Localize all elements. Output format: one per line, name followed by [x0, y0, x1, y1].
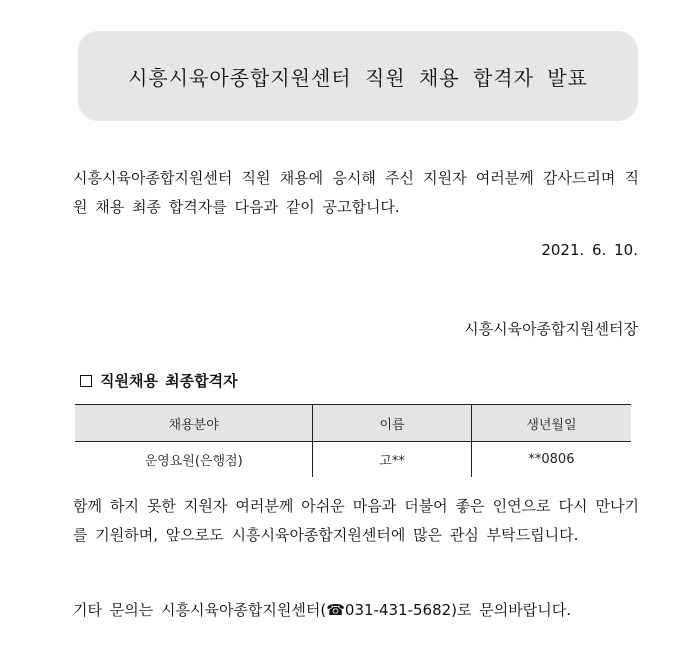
contact-info: 기타 문의는 시흥시육아종합지원센터(☎031-431-5682)로 문의바랍니다. [73, 601, 571, 619]
cell-field: 운영요원(은행점) [144, 454, 243, 469]
result-table [75, 404, 631, 477]
intro-paragraph: 시흥시육아종합지원센터 직원 채용에 응시해 주신 지원자 여러분께 감사드리며 직원 채용 최종 합격자를 다음과 같이 공고합니다. [73, 169, 639, 216]
section-heading-text: 직원채용 최종합격자 [100, 372, 238, 390]
column-header-name: 이름 [313, 405, 472, 442]
page-title: 시흥시육아종합지원센터 직원 채용 합격자 발표 [128, 65, 588, 90]
title-box [78, 31, 638, 121]
closing-paragraph: 함께 하지 못한 지원자 여러분께 아쉬운 마음과 더불어 좋은 인연으로 다시 만나기를 기원하며, 앞으로도 시흥시육아종합지원센터에 많은 관심 부탁드립니다. [73, 497, 639, 544]
table-header-row [75, 405, 631, 442]
section-heading [80, 370, 238, 391]
cell-birthdate: **0806 [471, 442, 631, 478]
announcement-date: 2021. 6. 10. [541, 241, 638, 259]
checkbox-square-icon [80, 375, 92, 387]
cell-name: 고** [313, 442, 472, 478]
column-header-birthdate: 생년월일 [471, 405, 631, 442]
table-row [75, 442, 631, 478]
column-header-field: 채용분야 [75, 405, 313, 442]
signer-name: 시흥시육아종합지원센터장 [464, 320, 638, 338]
